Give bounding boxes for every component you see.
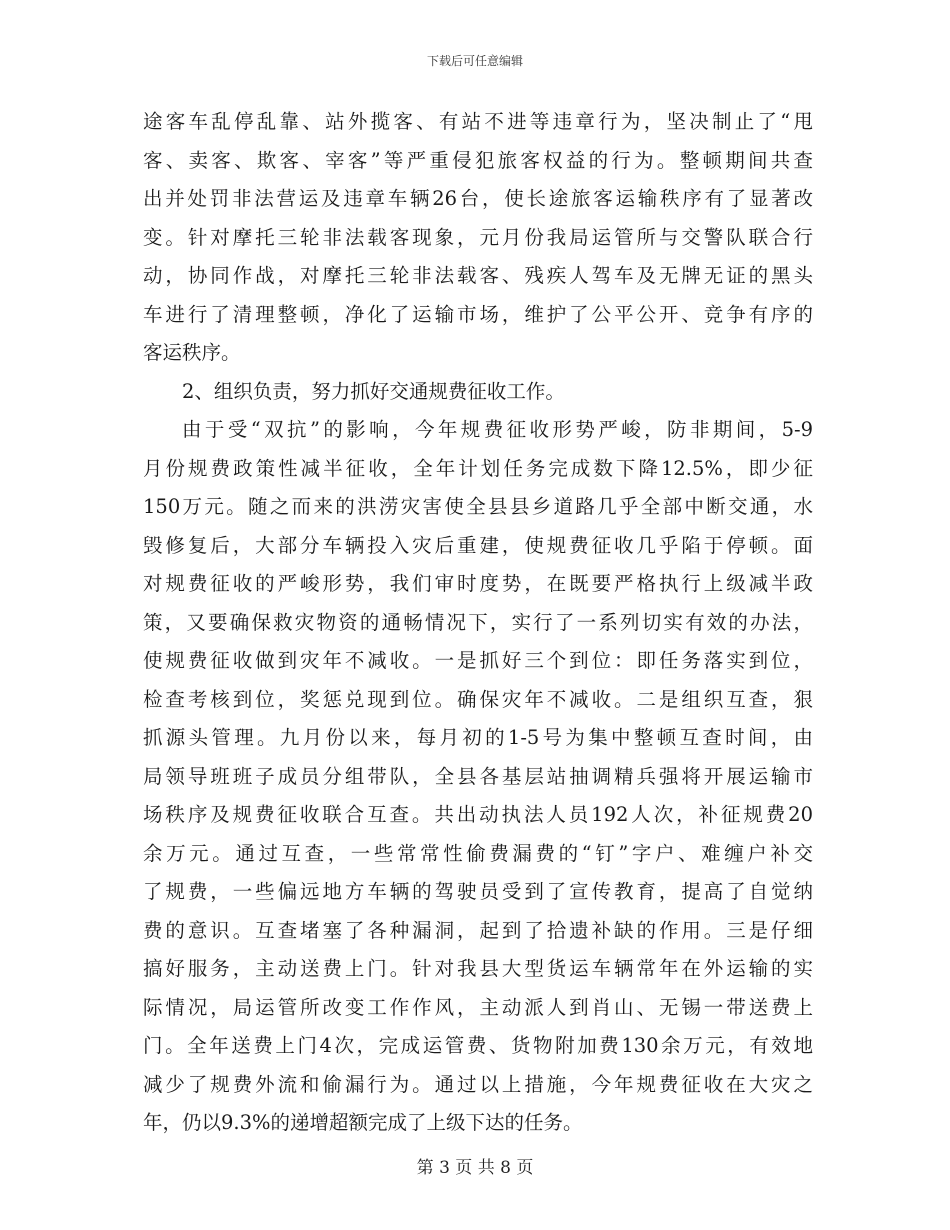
text-line: 年，仍以9.3%的递增超额完成了上级下达的任务。 xyxy=(143,1111,583,1134)
text-line: 费的意识。互查堵塞了各种漏洞，起到了拾遗补缺的作用。三是仔细 xyxy=(143,918,813,942)
text-line: 150万元。随之而来的洪涝灾害使全县县乡道路几乎全部中断交通，水 xyxy=(143,495,813,518)
text-line: 2、组织负责，努力抓好交通规费征收工作。 xyxy=(182,379,565,403)
text-line: 出并处罚非法营运及违章车辆26台，使长途旅客运输秩序有了显著改 xyxy=(143,187,813,210)
text-line: 余万元。通过互查，一些常常性偷费漏费的“钉”字户、难缠户补交 xyxy=(143,841,813,865)
text-line: 途客车乱停乱靠、站外揽客、有站不进等违章行为，坚决制止了“甩 xyxy=(143,110,813,133)
text-line: 门。全年送费上门4次，完成运管费、货物附加费130余万元，有效地 xyxy=(143,1034,813,1057)
text-line: 场秩序及规费征收联合互查。共出动执法人员192人次，补征规费20 xyxy=(143,803,813,826)
text-line: 局领导班班子成员分组带队，全县各基层站抽调精兵强将开展运输市 xyxy=(143,764,813,788)
text-line: 际情况，局运管所改变工作作风，主动派人到肖山、无锡一带送费上 xyxy=(143,995,813,1019)
text-line: 客运秩序。 xyxy=(143,341,241,364)
text-line: 客、卖客、欺客、宰客”等严重侵犯旅客权益的行为。整顿期间共查 xyxy=(143,148,813,172)
page-footer: 第 3 页 共 8 页 xyxy=(416,1158,534,1178)
text-line: 使规费征收做到灾年不减收。一是抓好三个到位：即任务落实到位， xyxy=(143,649,813,672)
text-line: 动，协同作战，对摩托三轮非法载客、残疾人驾车及无牌无证的黑头 xyxy=(143,264,813,287)
text-line: 月份规费政策性减半征收，全年计划任务完成数下降12.5%，即少征 xyxy=(143,456,813,480)
text-line: 搞好服务，主动送费上门。针对我县大型货运车辆常年在外运输的实 xyxy=(143,957,813,980)
text-line: 变。针对摩托三轮非法载客现象，元月份我局运管所与交警队联合行 xyxy=(143,225,813,249)
text-line: 抓源头管理。九月份以来，每月初的1-5号为集中整顿互查时间，由 xyxy=(143,726,813,749)
text-line: 策，又要确保救灾物资的通畅情况下，实行了一系列切实有效的办法， xyxy=(143,610,813,634)
text-line: 了规费，一些偏远地方车辆的驾驶员受到了宣传教育，提高了自觉纳 xyxy=(143,880,813,903)
text-line: 车进行了清理整顿，净化了运输市场，维护了公平公开、竞争有序的 xyxy=(143,302,813,326)
text-line: 检查考核到位，奖惩兑现到位。确保灾年不减收。二是组织互查，狠 xyxy=(143,687,813,711)
text-line: 减少了规费外流和偷漏行为。通过以上措施，今年规费征收在大灾之 xyxy=(143,1072,813,1096)
document-body xyxy=(143,103,813,1143)
text-line: 由于受“双抗”的影响，今年规费征收形势严峻，防非期间，5-9 xyxy=(182,418,813,441)
page-header: 下载后可任意编辑 xyxy=(426,54,523,68)
text-line: 毁修复后，大部分车辆投入灾后重建，使规费征收几乎陷于停顿。面 xyxy=(143,533,813,557)
text-line: 对规费征收的严峻形势，我们审时度势，在既要严格执行上级减半政 xyxy=(143,572,813,595)
